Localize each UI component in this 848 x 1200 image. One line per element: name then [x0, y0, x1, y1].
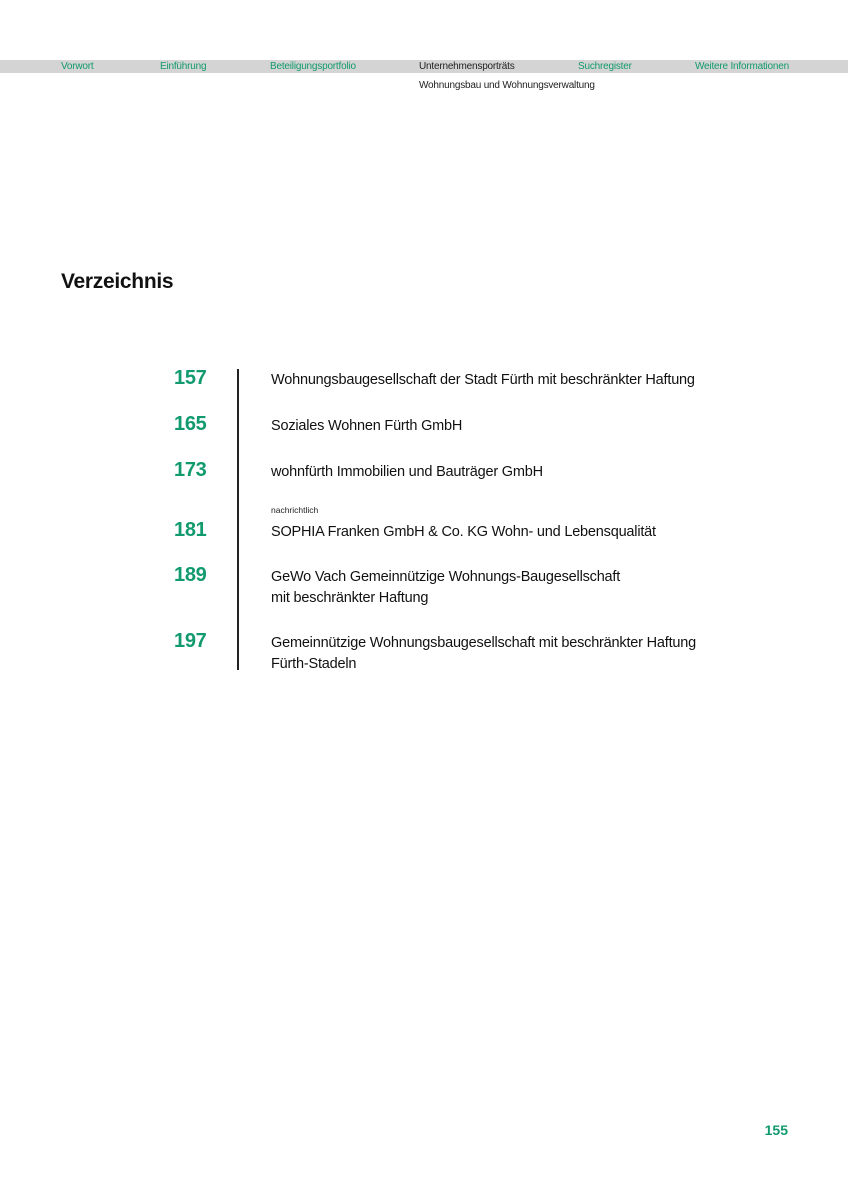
subsection-label: Wohnungsbau und Wohnungsverwaltung	[419, 80, 595, 91]
toc-entry-title-continued[interactable]: mit beschränkter Haftung	[271, 590, 429, 606]
toc-entry-title[interactable]: SOPHIA Franken GmbH & Co. KG Wohn- und Lebensqualität	[271, 524, 656, 540]
page-title: Verzeichnis	[61, 270, 174, 293]
nav-link-einfuehrung[interactable]: Einführung	[160, 61, 207, 72]
nav-link-vorwort[interactable]: Vorwort	[61, 61, 94, 72]
toc-entry-title[interactable]: Gemeinnützige Wohnungsbaugesellschaft mit beschränkter Haftung	[271, 635, 697, 651]
nav-link-beteiligungsportfolio[interactable]: Beteiligungsportfolio	[270, 61, 356, 72]
toc-note: nachrichtlich	[271, 505, 319, 515]
toc-entry-title[interactable]: Wohnungsbaugesellschaft der Stadt Fürth mit beschränkter Haftung	[271, 372, 695, 388]
toc-page-number[interactable]: 157	[174, 367, 207, 389]
toc-entry-title-continued[interactable]: Fürth-Stadeln	[271, 656, 357, 672]
toc-entry-title[interactable]: Soziales Wohnen Fürth GmbH	[271, 418, 463, 434]
toc-page-number[interactable]: 181	[174, 519, 207, 541]
toc-entry-title[interactable]: GeWo Vach Gemeinnützige Wohnungs-Baugesellschaft	[271, 569, 621, 585]
toc-entry-title[interactable]: wohnfürth Immobilien und Bauträger GmbH	[271, 464, 543, 480]
nav-link-suchregister[interactable]: Suchregister	[578, 61, 632, 72]
toc-page-number[interactable]: 165	[174, 413, 207, 435]
nav-link-weitere-informationen[interactable]: Weitere Informationen	[695, 61, 789, 72]
toc-page-number[interactable]: 197	[174, 630, 207, 652]
nav-link-unternehmensportraets: Unternehmensporträts	[419, 61, 515, 72]
toc-page-number[interactable]: 189	[174, 564, 207, 586]
toc-page-number[interactable]: 173	[174, 459, 207, 481]
toc-divider	[237, 369, 239, 670]
page-number: 155	[764, 1122, 788, 1138]
